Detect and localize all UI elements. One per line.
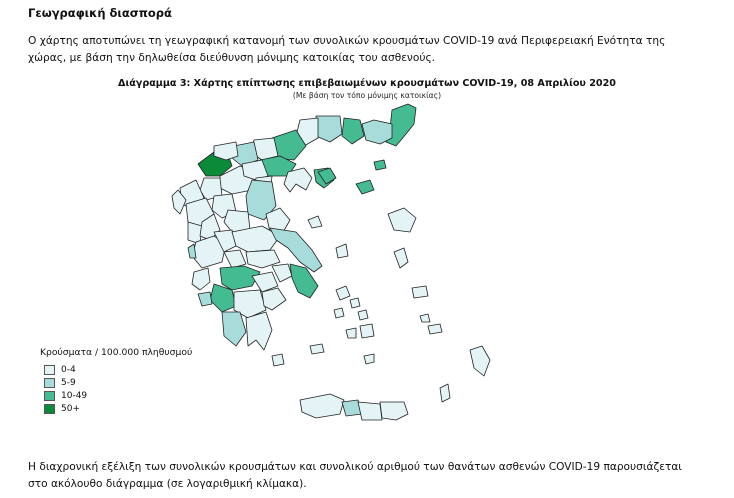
legend-item (44, 389, 192, 402)
region-samos (412, 286, 428, 298)
intro-paragraph: Ο χάρτης αποτυπώνει τη γεωγραφική κατανομή των συνολικών κρουσμάτων COVID-19 ανά Περιφερειακή Ενότητα της χώρας, με βάση την δηλωθείσα διεύθυνση μόνιμης κατοικίας του ασθενούς. (28, 35, 666, 64)
region-samothraki (374, 160, 386, 170)
legend-swatch (44, 404, 55, 414)
region-kalymnos (420, 314, 430, 322)
region-zakynthos (198, 292, 212, 306)
region-karditsa (224, 210, 250, 232)
region-karpathos (440, 384, 450, 402)
legend-label: 5-9 (61, 377, 76, 388)
legend-title: Κρούσματα / 100.000 πληθυσμού (40, 347, 193, 358)
map-subtitle: (Με βάση τον τόπο μόνιμης κατοικίας) (292, 91, 442, 100)
region-kefalonia (192, 268, 210, 290)
region-lesvos (388, 208, 416, 232)
region-milos (310, 344, 324, 354)
region-fokida (224, 250, 246, 268)
region-halkidiki (284, 168, 312, 192)
map-title: Διάγραμμα 3: Χάρτης επίπτωσης επιβεβαιωμένων κρουσμάτων COVID-19, 08 Απριλίου 2020 (118, 78, 616, 89)
legend-label: 50+ (61, 403, 80, 414)
region-sporades (308, 216, 322, 228)
region-xanthi (342, 118, 364, 144)
map-legend (40, 347, 192, 415)
region-kos (428, 324, 442, 334)
region-syros (334, 308, 344, 318)
region-thrace-mid (362, 120, 392, 144)
legend-swatch (44, 391, 55, 401)
region-chios (394, 248, 408, 268)
region-heraklion (358, 402, 382, 420)
legend-item (44, 402, 192, 415)
region-florina (214, 142, 238, 160)
region-thira (364, 354, 374, 364)
region-argolida (262, 288, 286, 310)
legend-item (44, 376, 192, 389)
section-heading: Γεωγραφική διασπορά (28, 6, 172, 20)
region-mykonos (358, 310, 368, 320)
region-paros (346, 328, 356, 338)
region-kythira (272, 354, 284, 366)
legend-item (44, 363, 192, 376)
legend-swatch (44, 365, 55, 375)
region-naxos (360, 324, 374, 338)
region-limnos (356, 180, 374, 194)
region-lasithi (380, 402, 408, 420)
region-messinia (222, 312, 246, 346)
region-chania (300, 394, 344, 418)
region-lakonia (246, 312, 272, 350)
region-skyros (336, 244, 348, 258)
outro-paragraph: Η διαχρονική εξέλιξη των συνολικών κρουσμάτων και συνολικού αριθμού των θανάτων ασθενών COVID-19 παρουσιάζεται στο ακόλουθο διάγραμμα (σε λογαριθμική κλίμακα). (28, 461, 682, 490)
legend-label: 0-4 (61, 364, 76, 375)
region-andros (336, 286, 350, 300)
legend-label: 10-49 (61, 390, 88, 401)
region-drama (316, 116, 342, 142)
region-rhodes (470, 346, 490, 376)
region-tinos (350, 298, 360, 308)
legend-swatch (44, 378, 55, 388)
